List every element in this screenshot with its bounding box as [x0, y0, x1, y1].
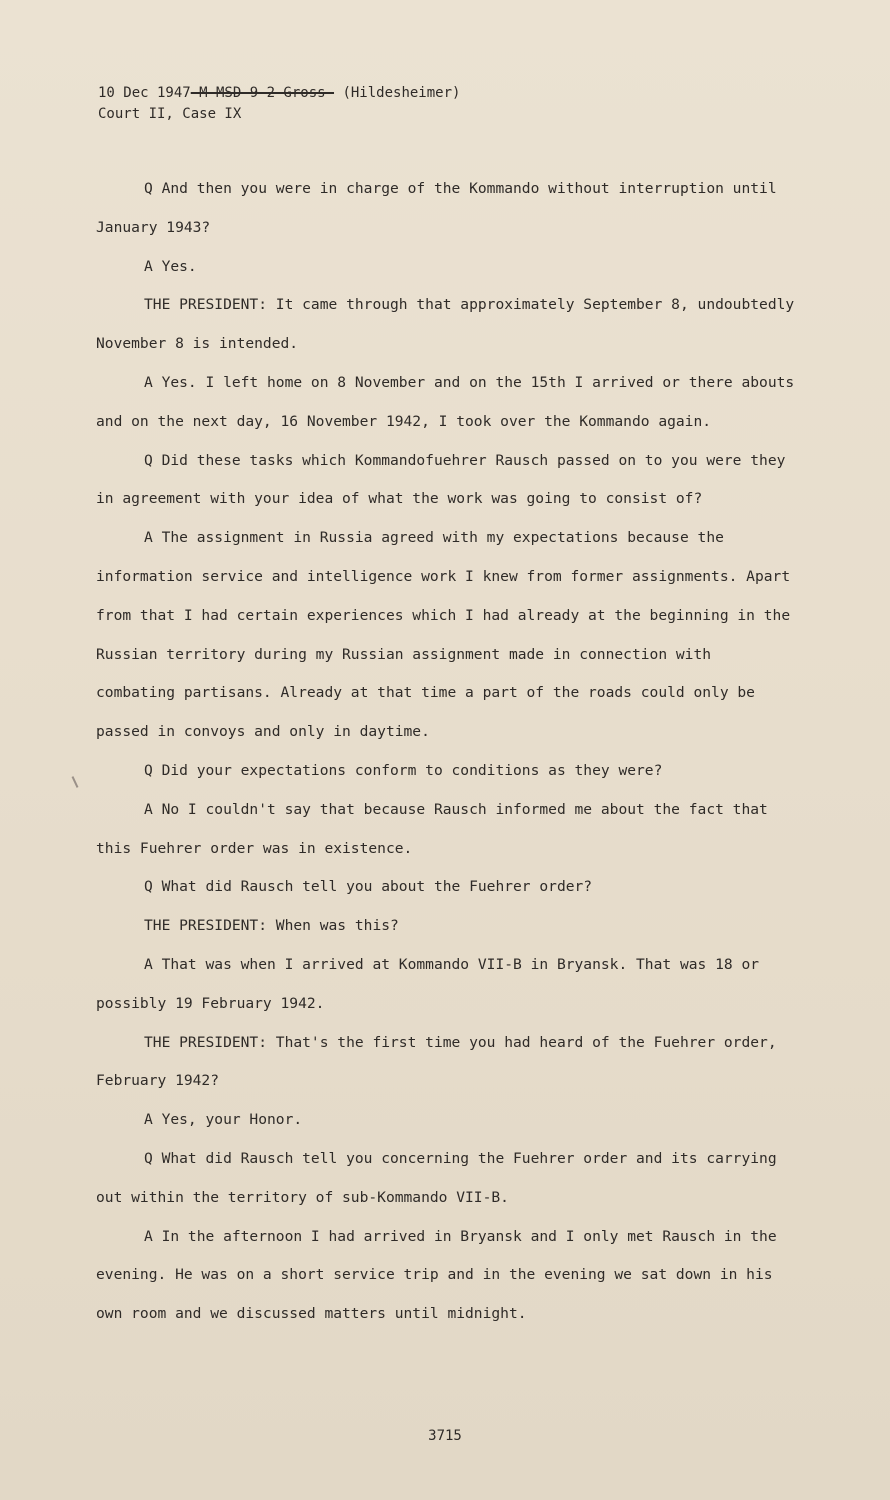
document-header — [98, 83, 460, 125]
transcript-paragraph: Q And then you were in charge of the Kommando without interruption until January 1943? — [96, 180, 777, 236]
transcript-paragraph: A No I couldn't say that because Rausch informed me about the fact that this Fuehrer order was in existence. — [96, 800, 768, 857]
header-court-line: Court II, Case IX — [98, 106, 242, 122]
transcript-paragraph: A Yes. — [144, 257, 197, 275]
transcript-paragraph: Q What did Rausch tell you about the Fuehrer order? — [144, 878, 593, 896]
transcript-paragraph: A Yes. I left home on 8 November and on the 15th I arrived or there abouts and on the next day, 16 November 1942, I took over the Kommando again. — [96, 373, 795, 430]
transcript-paragraph: THE PRESIDENT: That's the first time you had heard of the Fuehrer order, February 1942? — [96, 1033, 777, 1090]
transcript-paragraph: THE PRESIDENT: It came through that approximately September 8, undoubtedly November 8 is intended. — [96, 296, 795, 353]
transcript-paragraph: Q What did Rausch tell you concerning the Fuehrer order and its carrying out within the territory of sub-Kommando VII-B. — [96, 1149, 777, 1206]
header-struck-text: -M-MSD-9-2-Gross- — [190, 85, 335, 101]
margin-mark — [72, 776, 79, 788]
header-date: 10 Dec 1947 — [98, 85, 191, 101]
transcript-body — [96, 170, 796, 1334]
transcript-paragraph: Q Did your expectations conform to conditions as they were? — [144, 761, 663, 779]
header-line-1 — [98, 83, 460, 104]
transcript-paragraph: A Yes, your Honor. — [144, 1111, 303, 1129]
transcript-paragraph: Q Did these tasks which Kommandofuehrer Rausch passed on to you were they in agreement with your idea of what the work was going to consist of? — [96, 451, 786, 508]
page-number: 3715 — [428, 1428, 462, 1444]
header-witness: (Hildesheimer) — [342, 85, 461, 101]
transcript-paragraph: THE PRESIDENT: When was this? — [144, 917, 399, 935]
transcript-paragraph: A The assignment in Russia agreed with my expectations because the information service and intelligence work I knew from former assignments. Apart from that I had certain experiences which I had already at the beginning in the Russian territory during my Russian assignment made in connection with combating partisans. Already at that time a part of the roads could only be passed in convoys and only in daytime. — [96, 529, 791, 741]
transcript-paragraph: A That was when I arrived at Kommando VII-B in Bryansk. That was 18 or possibly 19 February 1942. — [96, 955, 760, 1012]
transcript-paragraph: A In the afternoon I had arrived in Bryansk and I only met Rausch in the evening. He was on a short service trip and in the evening we sat down in his own room and we discussed matters until midnight. — [96, 1227, 777, 1323]
